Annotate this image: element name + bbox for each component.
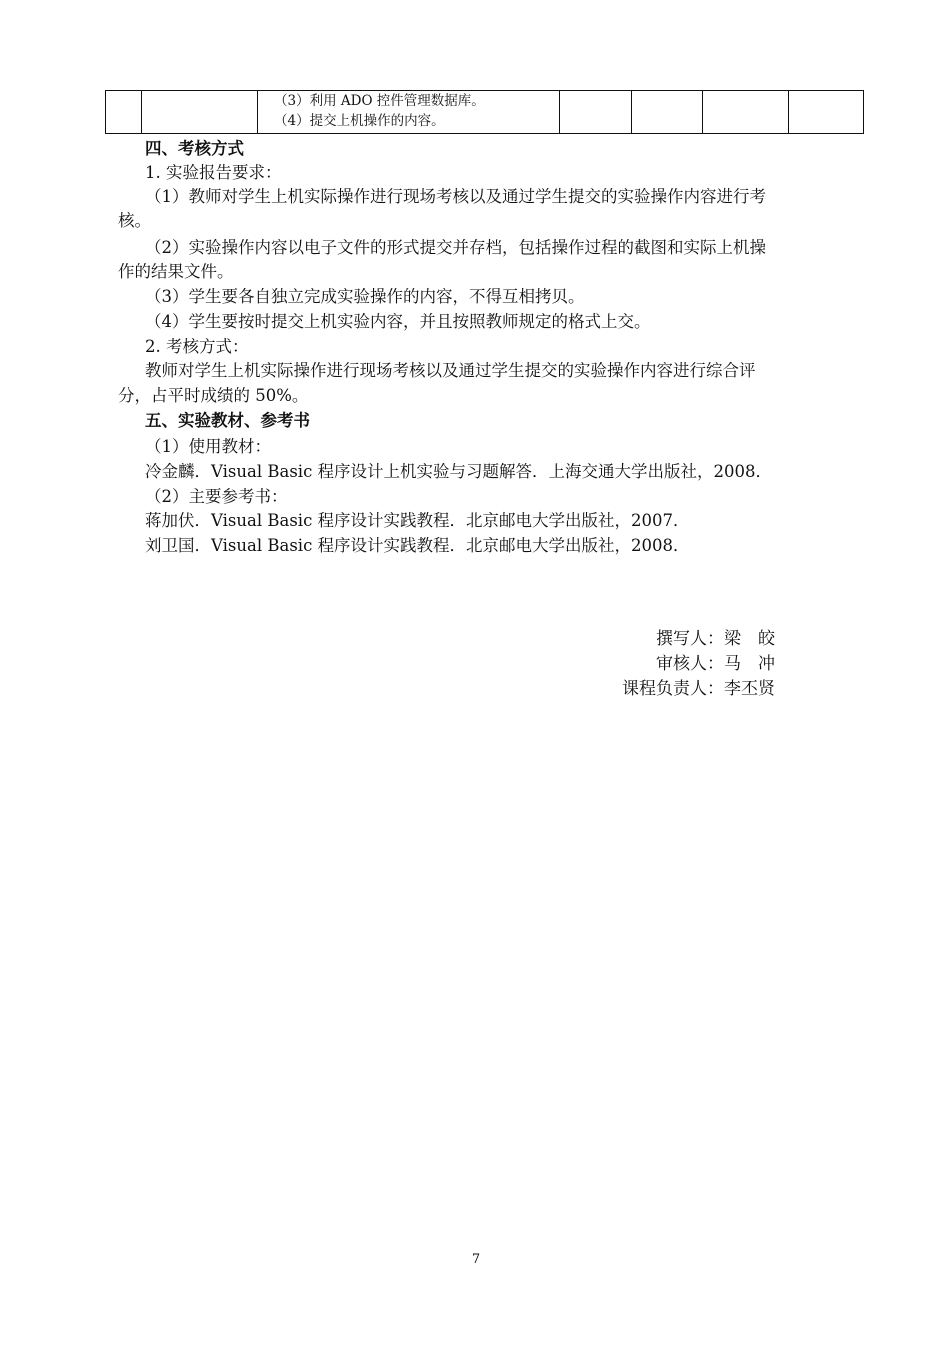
table-row-item: （3）利用 ADO 控件管理数据库。	[274, 93, 485, 109]
table-cell	[106, 91, 142, 134]
table-row	[106, 91, 864, 134]
table-cell-content	[258, 91, 560, 134]
subheading: （2）主要参考书：	[145, 487, 288, 506]
table-cell	[142, 91, 258, 134]
paragraph-line: 作的结果文件。	[118, 262, 234, 281]
experiment-table	[105, 90, 864, 134]
paragraph-line: （2）实验操作内容以电子文件的形式提交并存档，包括操作过程的截图和实际上机操	[145, 238, 766, 257]
reference-entry: 刘卫国．Visual Basic 程序设计实践教程．北京邮电大学出版社，2008．	[145, 536, 690, 555]
paragraph-line: （1）教师对学生上机实际操作进行现场考核以及通过学生提交的实验操作内容进行考	[145, 187, 766, 206]
page-number: 7	[471, 1252, 481, 1267]
paragraph-line: 分，占平时成绩的 50%。	[118, 386, 309, 405]
reference-entry: 蒋加伏．Visual Basic 程序设计实践教程．北京邮电大学出版社，2007．	[145, 511, 690, 530]
reviewer-signature: 审核人：马 冲	[656, 654, 775, 674]
author-signature: 撰写人：梁 皎	[656, 629, 775, 649]
subheading: 2. 考核方式：	[145, 337, 249, 356]
reference-entry: 冷金麟．Visual Basic 程序设计上机实验与习题解答．上海交通大学出版社，2008．	[145, 462, 773, 481]
course-lead-signature: 课程负责人：李丕贤	[622, 679, 775, 699]
table-cell	[703, 91, 789, 134]
paragraph-line: （4）学生要按时提交上机实验内容，并且按照教师规定的格式上交。	[145, 312, 651, 331]
section-heading: 四、考核方式	[145, 139, 244, 158]
paragraph-line: （3）学生要各自独立完成实验操作的内容，不得互相拷贝。	[145, 287, 585, 306]
table-cell	[789, 91, 864, 134]
section-heading: 五、实验教材、参考书	[145, 411, 310, 430]
table-cell	[560, 91, 632, 134]
subheading: （1）使用教材：	[145, 437, 271, 456]
table-cell	[632, 91, 703, 134]
paragraph-line: 教师对学生上机实际操作进行现场考核以及通过学生提交的实验操作内容进行综合评	[145, 361, 756, 380]
paragraph-line: 核。	[118, 211, 151, 230]
table-row-item: （4）提交上机操作的内容。	[274, 113, 445, 129]
subheading: 1. 实验报告要求：	[145, 163, 282, 182]
